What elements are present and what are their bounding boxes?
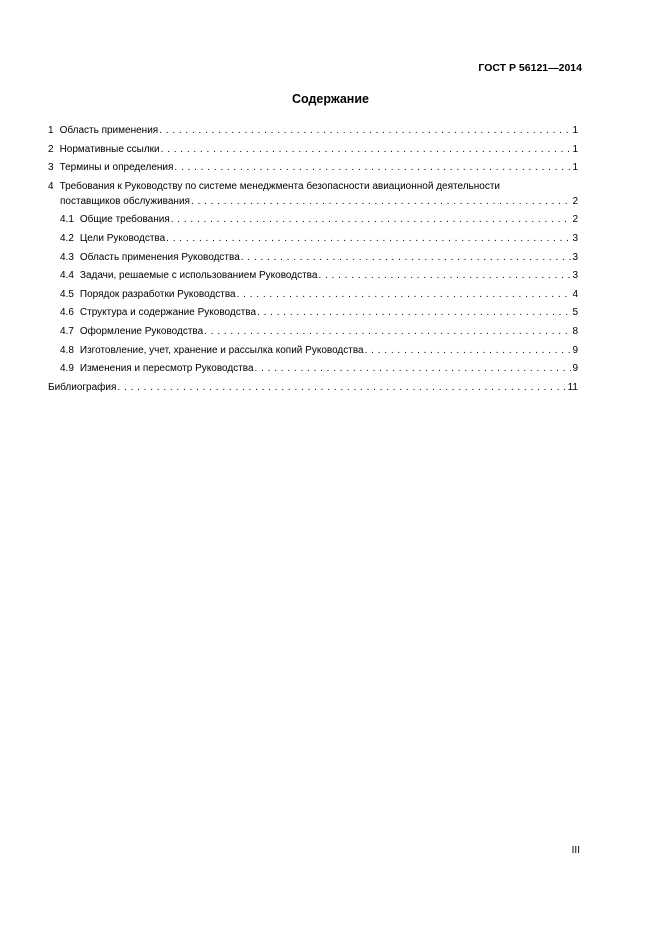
toc-entry[interactable]: [48, 180, 578, 195]
toc-entry[interactable]: [48, 344, 578, 363]
toc-entry-page: 2: [572, 195, 578, 207]
toc-entry-title: Оформление Руководства: [79, 325, 204, 337]
toc-entry-page: 3: [572, 270, 578, 282]
toc-entry-title: Требования к Руководству по системе менеджмента безопасности авиационной деятельности: [59, 180, 501, 192]
toc-title: Содержание: [291, 92, 369, 106]
toc-entry-bibliography[interactable]: [48, 381, 578, 400]
toc-entry[interactable]: [48, 306, 578, 325]
toc-entry[interactable]: [48, 213, 578, 232]
toc-entry-page: 3: [572, 251, 578, 263]
toc-entry-number: 4.1: [60, 214, 74, 226]
dot-leader: [166, 232, 571, 245]
toc-entry-number: 4.8: [60, 344, 74, 356]
toc-entry-title: Изготовление, учет, хранение и рассылка копий Руководства: [79, 344, 364, 356]
toc-entry-number: 4.3: [60, 251, 74, 263]
dot-leader: [161, 143, 572, 156]
dot-leader: [117, 381, 566, 394]
dot-leader: [191, 195, 571, 208]
toc-entry-number: 3: [48, 162, 54, 174]
toc-entry-number: 4.7: [60, 325, 74, 337]
toc-entry-page: 1: [572, 125, 578, 136]
toc-entry-page: 4: [572, 288, 578, 300]
page-number: III: [571, 845, 580, 856]
toc-entry[interactable]: [48, 362, 578, 381]
toc-entry-page: 2: [572, 214, 578, 226]
toc-entry-page: 1: [572, 162, 578, 174]
toc-entry-title: Область применения Руководства: [79, 251, 240, 263]
dot-leader: [237, 288, 572, 301]
toc-entry[interactable]: [48, 143, 578, 162]
toc-entry-title: Нормативные ссылки: [59, 143, 160, 155]
dot-leader: [257, 306, 571, 319]
toc-entry-page: 5: [572, 307, 578, 319]
dot-leader: [318, 269, 571, 282]
toc-entry-title: Библиография: [48, 381, 117, 393]
toc-entry-number: 4: [48, 180, 54, 192]
toc-entry-title-continued: поставщиков обслуживания: [60, 195, 190, 207]
document-code: ГОСТ Р 56121—2014: [478, 62, 582, 74]
dot-leader: [174, 161, 571, 174]
toc-entry-number: 4.6: [60, 307, 74, 319]
toc-entry-number: 4.2: [60, 232, 74, 244]
toc-entry-title: Цели Руководства: [79, 232, 166, 244]
toc-entry-page: 3: [572, 232, 578, 244]
dot-leader: [159, 124, 571, 137]
toc-entry-number: 4.4: [60, 270, 74, 282]
toc-entry-title: Изменения и пересмотр Руководства: [79, 363, 254, 375]
dot-leader: [365, 344, 572, 357]
toc-entry-number: 4.5: [60, 288, 74, 300]
toc-entry[interactable]: [48, 251, 578, 270]
dot-leader: [241, 251, 572, 264]
toc-entry[interactable]: [48, 124, 578, 143]
dot-leader: [171, 213, 572, 226]
toc-entry-title: Общие требования: [79, 214, 170, 226]
toc-entry-title: Область применения: [59, 125, 159, 136]
dot-leader: [255, 362, 572, 375]
toc-entry-title: Задачи, решаемые с использованием Руководства: [79, 270, 318, 282]
toc-entry-number: 2: [48, 143, 54, 155]
toc-entry-page: 8: [572, 325, 578, 337]
toc-entry-title: Порядок разработки Руководства: [79, 288, 236, 300]
toc-entry-page: 9: [572, 363, 578, 375]
toc-entry-page: 9: [572, 344, 578, 356]
toc-entry[interactable]: [48, 269, 578, 288]
toc-entry[interactable]: [48, 232, 578, 251]
toc-entry-title: Термины и определения: [59, 162, 174, 174]
toc-entry-number: 4.9: [60, 363, 74, 375]
table-of-contents: [48, 124, 578, 399]
toc-entry-page: 11: [567, 381, 578, 393]
toc-entry-title: Структура и содержание Руководства: [79, 307, 257, 319]
toc-entry-number: 1: [48, 125, 54, 136]
toc-entry-continuation[interactable]: [48, 195, 578, 214]
toc-entry[interactable]: [48, 325, 578, 344]
toc-entry[interactable]: [48, 288, 578, 307]
toc-entry-page: 1: [572, 143, 578, 155]
dot-leader: [204, 325, 571, 338]
toc-entry[interactable]: [48, 161, 578, 180]
